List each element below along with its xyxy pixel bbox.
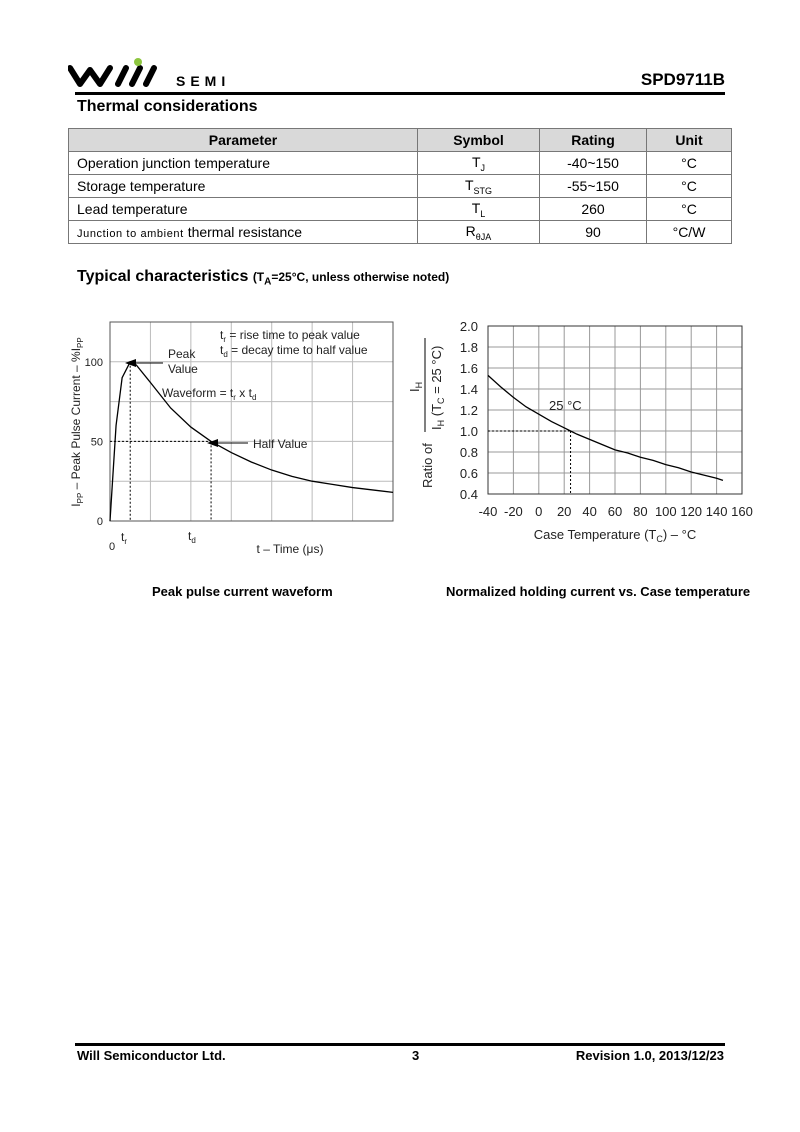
numerator-text: $I_H$: [407, 381, 424, 392]
y-tick-label: 1.8: [459, 340, 478, 355]
rating-cell: -40~150: [540, 152, 647, 175]
symbol-text: R: [465, 222, 476, 239]
y-tick-label: 100: [84, 356, 103, 369]
left-x-axis-label: t – Time (μs): [256, 542, 324, 556]
parameter-cell: [69, 221, 418, 244]
table-header-row: [69, 129, 732, 152]
x-tick-td: $t_d$: [188, 529, 196, 545]
ratio-of-text: Ratio of: [420, 443, 435, 488]
x-tick-label: 80: [633, 504, 648, 519]
x-tick-label: 140: [705, 504, 728, 519]
half-value-label: Half Value: [253, 437, 308, 451]
company-logo: [68, 58, 168, 88]
legend-td: $t_d$ = decay time to half value: [220, 343, 368, 359]
y-tick-label: 0: [96, 516, 103, 528]
peak-pulse-chart: [60, 312, 405, 562]
footer-revision: Revision 1.0, 2013/12/23: [575, 1048, 724, 1063]
x-tick-label: -20: [504, 504, 523, 519]
parameter-cell: [69, 198, 418, 221]
unit-cell: °C: [647, 175, 732, 198]
parameter-text: thermal resistance: [187, 224, 303, 240]
x-tick-label: 20: [556, 504, 572, 519]
right-y-axis-label: [407, 338, 446, 488]
rating-cell: -55~150: [540, 175, 647, 198]
left-chart-y-ticks: [85, 357, 103, 528]
left-y-axis-label: $I_{PP}$ – Peak Pulse Current – $\%I_{PP}$: [69, 337, 85, 507]
typical-title-text: Typical characteristics: [77, 268, 249, 285]
rating-cell: 90: [540, 221, 647, 244]
y-tick-label: 0.8: [459, 445, 478, 460]
y-tick-label: 1.4: [459, 382, 478, 397]
caption-peak-pulse: Peak pulse current waveform: [152, 584, 333, 599]
x-tick-label: 0: [535, 504, 543, 519]
denominator-text: $I_H$ ($T_C = 25$ °C): [429, 345, 446, 430]
table-row: [69, 198, 732, 221]
peak-label-1: Peak: [168, 347, 196, 361]
unit-cell: °C: [647, 198, 732, 221]
symbol-subscript: STG: [473, 185, 493, 196]
y-tick-label: 1.6: [459, 361, 478, 376]
y-tick-label: 1.0: [459, 424, 478, 439]
symbol-subscript: J: [480, 162, 486, 173]
section-title-typical: [77, 268, 449, 287]
x-tick-label: 160: [731, 504, 753, 519]
symbol-subscript: θJA: [475, 231, 492, 242]
table-row: [69, 152, 732, 175]
header-divider: [75, 92, 725, 95]
symbol-cell: [418, 221, 540, 244]
logo-text: SEMI: [176, 73, 231, 89]
holding-current-curve: [488, 375, 723, 480]
x-tick-label: 120: [680, 504, 703, 519]
y-tick-label: 2.0: [459, 319, 478, 334]
column-header-unit: Unit: [647, 129, 732, 152]
symbol-cell: [418, 198, 540, 221]
column-header-symbol: Symbol: [418, 129, 540, 152]
symbol-cell: [418, 152, 540, 175]
y-tick-label: 1.2: [459, 403, 478, 418]
right-chart-grid: [488, 326, 742, 494]
condition-subscript: A: [264, 276, 272, 288]
footer-company: Will Semiconductor Ltd.: [77, 1048, 226, 1063]
condition-rest: =25°C, unless otherwise noted): [271, 270, 450, 284]
symbol-text: T: [464, 176, 474, 193]
table-row: [69, 175, 732, 198]
unit-cell: °C/W: [647, 221, 732, 244]
section-title-thermal: Thermal considerations: [77, 98, 258, 115]
footer-divider: [75, 1043, 725, 1046]
condition-open: (T: [252, 270, 265, 284]
symbol-text: T: [471, 153, 481, 170]
x-tick-label: 40: [582, 504, 597, 519]
symbol-text: T: [471, 199, 481, 216]
right-chart-y-ticks: [460, 319, 478, 502]
typical-condition: [252, 270, 450, 288]
parameter-text: Operation junction temperature: [77, 155, 270, 171]
parameter-prefix: Junction to ambient: [77, 228, 184, 240]
symbol-cell: [418, 175, 540, 198]
right-chart-x-ticks: [479, 504, 753, 519]
y-tick-label: 0.6: [459, 466, 478, 481]
table-row: [69, 221, 732, 244]
holding-current-chart: [405, 312, 775, 552]
column-header-parameter: Parameter: [69, 129, 418, 152]
legend-tr: $t_r$ = rise time to peak value: [220, 328, 360, 344]
column-header-rating: Rating: [540, 129, 647, 152]
parameter-cell: [69, 152, 418, 175]
page-number: 3: [412, 1048, 420, 1063]
x-tick-label: -40: [478, 504, 498, 519]
caption-holding-current: Normalized holding current vs. Case temperature: [446, 584, 751, 599]
thermal-table: [68, 128, 732, 244]
peak-label-2: Value: [168, 362, 198, 376]
unit-cell: °C: [647, 152, 732, 175]
x-tick-label: 60: [607, 504, 623, 519]
rating-cell: 260: [540, 198, 647, 221]
parameter-text: Lead temperature: [77, 201, 188, 217]
parameter-text: Storage temperature: [77, 178, 206, 194]
x-tick-origin: 0: [108, 541, 116, 553]
part-number: SPD9711B: [640, 70, 725, 89]
x-tick-tr: $t_r$: [121, 530, 128, 546]
waveform-label: Waveform = $t_r$ x $t_d$: [162, 386, 257, 402]
reference-annotation: 25 °C: [549, 398, 582, 413]
parameter-cell: [69, 175, 418, 198]
y-tick-label: 50: [90, 436, 103, 449]
right-x-axis-label: Case Temperature $(T_C) - ^\circ C$: [533, 527, 697, 544]
y-tick-label: 0.4: [459, 487, 478, 502]
x-tick-label: 100: [654, 504, 677, 519]
symbol-subscript: L: [480, 208, 486, 219]
